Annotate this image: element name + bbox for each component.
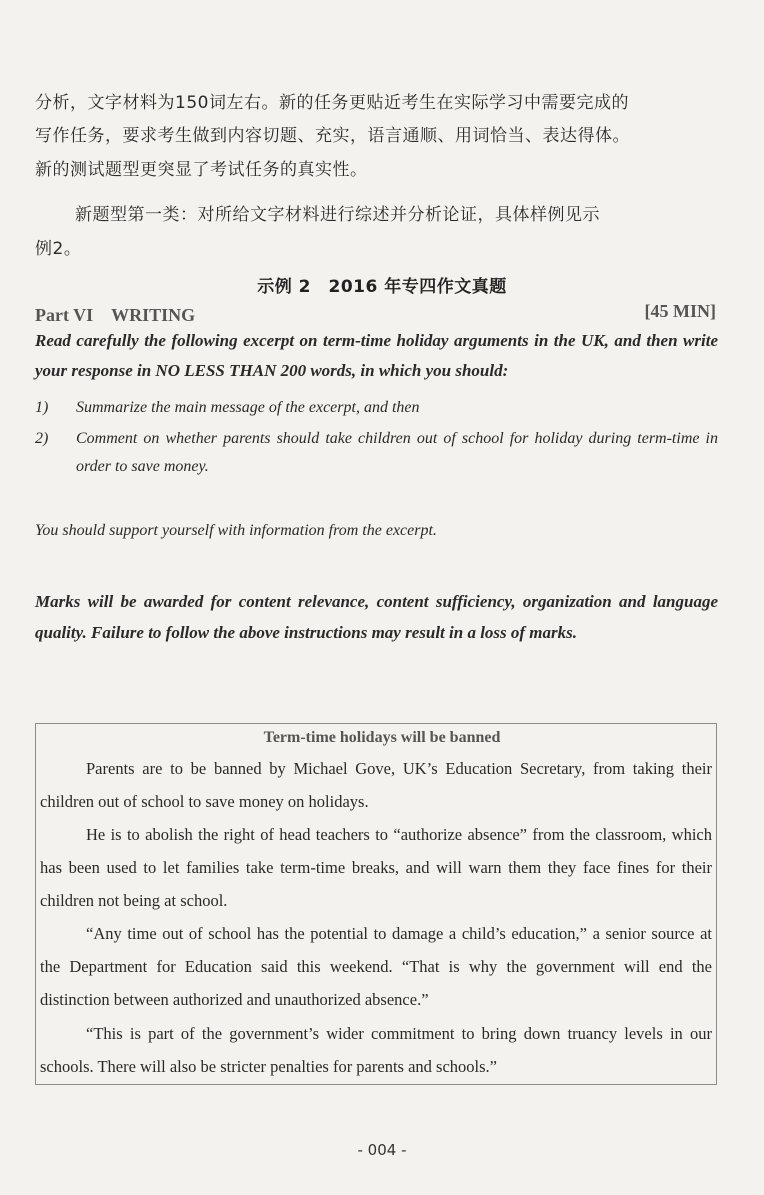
marks-note: Marks will be awarded for content relevance, content sufficiency, organization and language quality. Failure to follow the above instructions may result in a loss of marks.	[35, 592, 718, 642]
instruction-item-1	[35, 394, 718, 422]
part-time: [45 MIN]	[644, 301, 716, 321]
instruction-item-1-number: 1)	[35, 399, 49, 416]
support-note: You should support yourself with information from the excerpt.	[35, 522, 437, 539]
instruction-item-1-text: Summarize the main message of the excerpt, and then	[76, 399, 420, 416]
instruction-item-2-number: 2)	[35, 430, 49, 447]
excerpt-paragraph-2: He is to abolish the right of head teachers to “authorize absence” from the classroom, which has been used to let families take term-time breaks, and will warn them they face fines for their children not being at school.	[40, 825, 712, 910]
intro-line-4: 新题型第一类：对所给文字材料进行综述并分析论证，具体样例见示	[75, 205, 600, 225]
part-header	[35, 301, 716, 327]
intro-line-5: 例2。	[35, 239, 82, 259]
excerpt-title: Term-time holidays will be banned	[263, 729, 501, 746]
excerpt-paragraph-3: “Any time out of school has the potential to damage a child’s education,” a senior source at the Department for Education said this weekend. “That is why the government will end the distinction between authorized and unauthorized absence.”	[40, 924, 712, 1009]
excerpt-paragraph-1: Parents are to be banned by Michael Gove, UK’s Education Secretary, from taking their children out of school to save money on holidays.	[40, 759, 712, 811]
intro-line-3: 新的测试题型更突显了考试任务的真实性。	[35, 160, 368, 180]
intro-line-1: 分析，文字材料为150词左右。新的任务更贴近考生在实际学习中需要完成的	[35, 93, 629, 113]
page-number: - 004 -	[357, 1141, 407, 1159]
intro-line-2: 写作任务，要求考生做到内容切题、充实，语言通顺、用词恰当、表达得体。	[35, 126, 630, 146]
excerpt-paragraph-4: “This is part of the government’s wider commitment to bring down truancy levels in our schools. There will also be stricter penalties for parents and schools.”	[40, 1024, 712, 1076]
part-label: Part VI WRITING	[35, 305, 196, 325]
instruction-main: Read carefully the following excerpt on term-time holiday arguments in the UK, and then write your response in NO LESS THAN 200 words, in which you should:	[35, 331, 718, 380]
instruction-item-2	[35, 425, 718, 481]
instruction-item-2-text: Comment on whether parents should take children out of school for holiday during term-time in order to save money.	[76, 430, 718, 475]
example-title: 示例 2 2016 年专四作文真题	[257, 277, 507, 297]
